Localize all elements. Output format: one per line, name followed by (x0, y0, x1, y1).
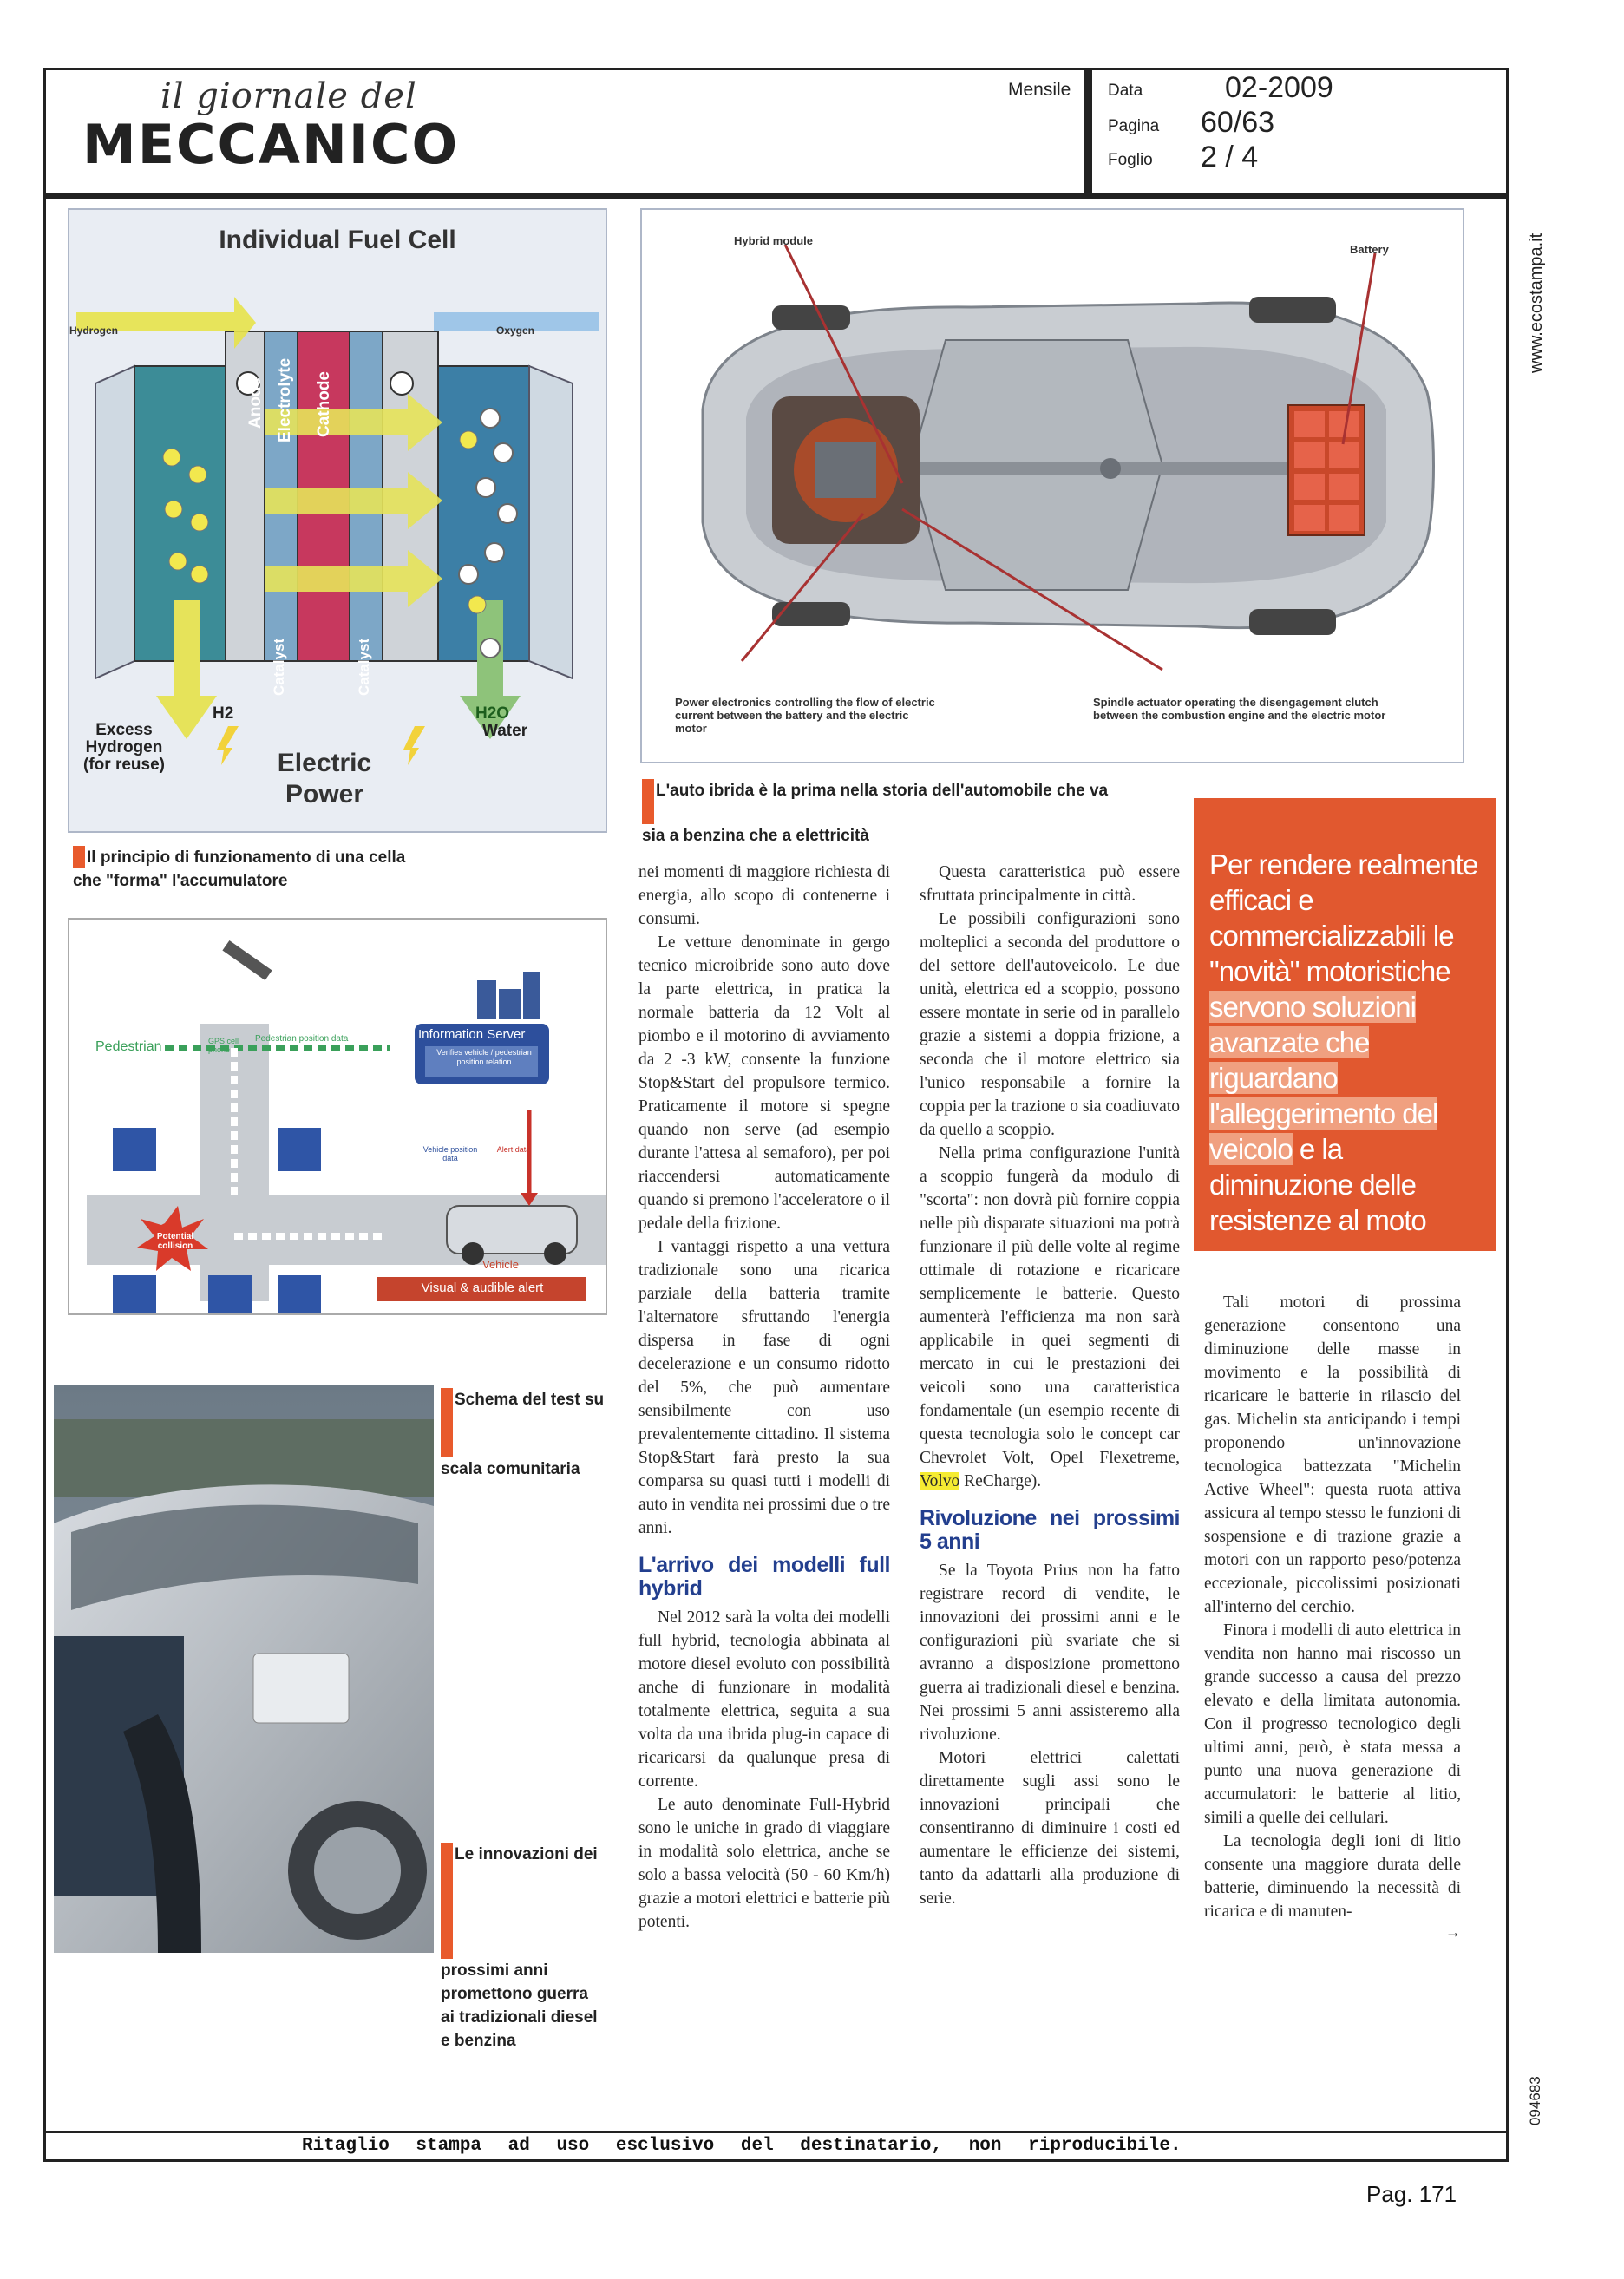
fuel-cell-figure (68, 208, 607, 833)
photo-caption-text: Le innovazioni dei prossimi anni promettono guerra ai tradizionali diesel e benzina (441, 1845, 598, 2050)
caption-mark (441, 1843, 453, 1959)
col1-paragraph: Le vetture denominate in gergo tecnico microibride sono auto dove la parte elettrica, in pratica la normale batteria da 12 Volt al piombo e il motorino di avviamento da 2 -3 kW, consente la funzione Stop&Start del propulsore termico. Praticamente il motore si spegne quando non serve (ad esempio durante l'attesa al semaforo), per poi riaccendersi automaticamente quando si premono l'acceleratore o il pedale della frizione. (638, 933, 890, 1233)
hydrogen-label: Hydrogen (69, 324, 119, 337)
hybrid-car-caption-text: L'auto ibrida è la prima nella storia dell'automobile che va sia a benzina che a elettricità (642, 782, 1109, 845)
potential-collision-label: Potential collision (156, 1232, 194, 1251)
info-server-label: Information Server (418, 1027, 526, 1042)
test-schema-diagram (69, 920, 606, 1313)
continue-arrow: → (1445, 1923, 1461, 1941)
catalyst-right-label: Catalyst (356, 638, 372, 696)
cathode-label: Cathode (315, 371, 333, 437)
footer-divider (43, 2131, 1509, 2133)
visual-alert-label: Visual & audible alert (421, 1280, 544, 1295)
logo-main: MECCANICO (82, 113, 460, 176)
gps-label: GPS cell phone (208, 1037, 239, 1054)
col2-heading: Rivoluzione nei prossimi 5 anni (920, 1506, 1180, 1554)
photo-caption (441, 1843, 606, 2053)
logo-script: il giornale del (160, 76, 417, 116)
col2-paragraph: Questa caratteristica può essere sfruttata principalmente in città. (920, 863, 1180, 905)
pullquote-part1: Per rendere realmente efficaci e commercializzabili le "novità" motoristiche (1209, 848, 1478, 987)
col2-paragraph: Se la Toyota Prius non ha fatto registrare record di vendite, le innovazioni dei prossimi anni e le configurazioni più svariate che si avranno a disposizione promettono guerra ai tradizionali diesel e benzina. Nei prossimi 5 anni assisteremo alla rivoluzione. (920, 1562, 1180, 1744)
col1-paragraph: nei momenti di maggiore richiesta di energia, allo scopo di contenerne i consumi. (638, 863, 890, 928)
fuel-cell-caption-text: Il principio di funzionamento di una cella che "forma" l'accumulatore (73, 848, 406, 890)
pagina-value: 60/63 (1201, 106, 1275, 139)
text-column-1 (638, 861, 890, 1934)
test-schema-caption (441, 1388, 606, 1481)
alert-data-label: Alert data (496, 1145, 531, 1154)
col1-paragraph: Nel 2012 sarà la volta dei modelli full hybrid, tecnologia abbinata al motore diesel evoluto con possibilità anche di funzionare in modalità totalmente elettrica, seguita a sua volta da una ibrida plug-in capace di ricaricarsi da qualunque presa di corrente. (638, 1608, 890, 1791)
col1-heading: L'arrivo dei modelli full hybrid (638, 1553, 890, 1601)
catalyst-left-label: Catalyst (271, 638, 287, 696)
col2-paragraph: Le possibili configurazioni sono molteplici a seconda del produttore o del settore dell'autoveicolo. Le due unità, elettrica ed a scoppio, possono essere montate in serie od in parallelo grazie a sistemi a doppia frizione, a seconda che il motore elettrico sia l'unico responsabile a fornire la coppia per la trazione o sia coadiuvato da quello a scoppio. (920, 910, 1180, 1139)
vehicle-label: Vehicle (482, 1258, 519, 1271)
fuel-cell-title: Individual Fuel Cell (219, 226, 456, 254)
side-code: 094683 (1527, 2076, 1543, 2125)
pullquote (1194, 798, 1496, 1251)
pullquote-part2: servono soluzioni avanzate che riguardano l'alleggerimento del veicolo (1209, 991, 1438, 1165)
excess-hydrogen-label: Excess Hydrogen (for reuse) (83, 721, 165, 774)
oxygen-label: Oxygen (496, 324, 535, 337)
battery-label: Battery (1350, 243, 1389, 256)
caption-mark (73, 846, 85, 868)
pedestrian-data-label: Pedestrian position data (255, 1034, 349, 1044)
refuel-photo-image (54, 1385, 434, 1953)
col1-paragraph: I vantaggi rispetto a una vettura tradizionale sono una ricarica parziale della batteria tramite l'alternatore sfruttando l'energia dispersa in fase di ogni decelerazione e un consumo ridotto del 5%, che può aumentare sensibilmente con uso prevalentemente cittadino. Il sistema Stop&Start farà presto la sua comparsa su quasi tutti i modelli di auto in vendita nei prossimi due o tre anni. (638, 1238, 890, 1537)
refuel-photo (54, 1385, 434, 1953)
hybrid-car-figure (640, 208, 1464, 763)
h2-label: H2 (213, 704, 234, 723)
test-schema-caption-text: Schema del test su scala comunitaria (441, 1391, 605, 1478)
anode-label: Anode (246, 377, 265, 429)
logo (82, 76, 460, 180)
electrolyte-label: Electrolyte (276, 357, 294, 442)
caption-mark (441, 1388, 453, 1457)
col2-p3-end: ReCharge). (964, 1472, 1042, 1490)
spindle-label: Spindle actuator operating the disengagement clutch between the combustion engine and the electric motor (1093, 696, 1386, 722)
highlight-volvo: Volvo (920, 1472, 960, 1490)
col1-paragraph: Le auto denominate Full-Hybrid sono le uniche in grado di viaggiare in modalità solo elettrica, anche se solo a bassa velocità (50 - 60 Km/h) grazie a motori elettrici e batterie più potenti. (638, 1796, 890, 1931)
col2-paragraph (920, 1142, 1180, 1493)
periodicity: Mensile (1008, 80, 1071, 100)
pagina-label: Pagina (1108, 117, 1160, 135)
col3-paragraph: Finora i modelli di auto elettrica in vendita non hanno mai riscosso un grande successo a causa del prezzo elevato e della limitata autonomia. Con il progresso tecnologico degli ultimi anni, però, è stata messa a punto una nuova generazione di accumulatori: le batterie al litio, simili a quelle dei cellulari. (1204, 1621, 1461, 1827)
verifies-label: Verifies vehicle / pedestrian position relation (436, 1048, 532, 1066)
page-number: Pag. 171 (1366, 2181, 1457, 2207)
h2o-label: H2O (475, 704, 510, 723)
caption-mark (642, 779, 654, 824)
foglio-label: Foglio (1108, 151, 1153, 169)
water-label: Water (482, 722, 528, 740)
col2-paragraph: Motori elettrici calettati direttamente sugli assi sono le innovazioni principali che consentiranno di diminuire i costi ed aumentare le efficienze dei sistemi, tanto da adattarli alla produzione di serie. (920, 1749, 1180, 1908)
power-electronics-label: Power electronics controlling the flow of electric current between the battery and the electric motor (675, 696, 935, 735)
col2-p3-text: Nella prima configurazione l'unità a scoppio fungerà da modulo di "scorta": non dovrà più fornire coppia nelle più disparate situazioni ma potrà funzionare il più delle volte al regime ottimale di rotazione e ricaricare semplicemente le batterie. Questo aumenterà l'efficienza ma non sarà applicabile in quei segmenti di mercato in cui le prestazioni dei veicoli sono una caratteristica fondamentale (un esempio recente di questa tecnologia solo le concept car Chevrolet Volt, Opel Flexetreme, (920, 1144, 1180, 1467)
foglio-value: 2 / 4 (1201, 141, 1259, 174)
col3-paragraph: La tecnologia degli ioni di litio consente una maggiore durata delle batterie, diminuendo la necessità di ricarica e di manuten- (1204, 1832, 1461, 1921)
test-schema-figure (68, 918, 607, 1315)
side-url: www.ecostampa.it (1527, 232, 1546, 373)
footer-notice: Ritaglio stampa ad uso esclusivo del destinatario, non riproducibile. (302, 2136, 1182, 2156)
data-value: 02-2009 (1225, 71, 1333, 104)
text-column-2 (920, 861, 1180, 1910)
hybrid-car-illustration (642, 210, 1463, 762)
text-column-3 (1204, 1291, 1461, 1941)
vehicle-data-label: Vehicle position data (422, 1145, 478, 1162)
col3-paragraph: Tali motori di prossima generazione consentono una diminuzione delle masse in movimento e la possibilità di ricaricare le batterie in rilascio del gas. Michelin sta anticipando i tempi proponendo un'innovazione tecnologica battezzata "Michelin Active Wheel": questa ruota attiva assicura al tempo stesso le funzioni di sospensione e di trazione grazie a motori con un rapporto peso/potenza eccezionale, piccolissimi posizionati all'interno del cerchio. (1204, 1293, 1461, 1616)
pullquote-part3: e la diminuzione delle resistenze al moto (1209, 1133, 1426, 1236)
fuel-cell-caption (73, 846, 437, 893)
electric-power-label: Electric Power (277, 749, 372, 809)
hybrid-module-label: Hybrid module (734, 234, 814, 247)
pedestrian-label: Pedestrian (95, 1039, 162, 1054)
hybrid-car-caption (642, 779, 1128, 848)
data-label: Data (1108, 82, 1143, 100)
